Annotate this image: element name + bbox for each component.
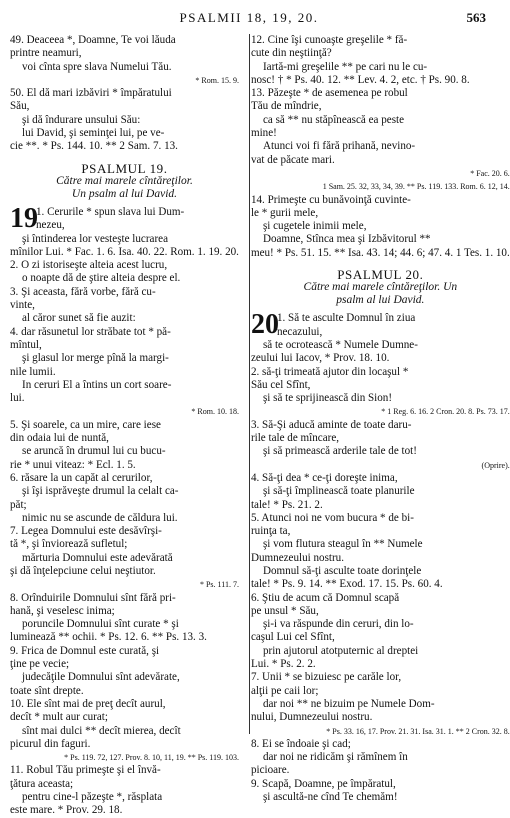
verse-line: 8. Ei se îndoaie şi cad;: [250, 737, 351, 750]
verse-line: hană, şi veselesc inima;: [10, 604, 115, 617]
verse-line: decît * mult aur curat;: [10, 711, 108, 724]
psalm-20-subtitle-2: psalm al lui David.: [336, 294, 425, 307]
verse-line: ţine pe vecie;: [10, 658, 70, 671]
verse-line: luminează ** ochii. * Ps. 12. 6. ** Ps. 13. 3.: [10, 631, 207, 644]
verse-line: tă *, şi înviorează sufletul;: [10, 538, 128, 551]
verse-line: 4. dar răsunetul lor străbate tot * pă-: [10, 325, 171, 338]
verse-line: voi cînta spre slava Numelui Tău.: [22, 60, 172, 73]
verse-line: nosc! † * Ps. 40. 12. ** Lev. 4. 2, etc. † Ps. 90. 8.: [250, 73, 470, 86]
verse-line: o noapte dă de ştire alteia despre el.: [22, 272, 181, 285]
verse-line: dar noi ** ne bizuim pe Numele Dom-: [262, 697, 435, 710]
verse-line: nile lumii.: [10, 365, 56, 378]
verse-line: şi ascultă-ne cînd Te chemăm!: [262, 791, 398, 804]
psalm-19-body: [10, 233, 239, 818]
verse-line: 2. să-ţi trimeată ajutor din locaşul *: [250, 365, 409, 378]
verse-line: 7. Legea Domnului este desăvîrşi-: [10, 525, 162, 538]
verse-line: rile tale de mîncare,: [250, 432, 340, 445]
verse-line: 1. Cerurile * spun slava lui Dum-: [36, 205, 185, 218]
page-header: [10, 10, 488, 30]
bible-page: [0, 10, 510, 817]
verse-line: şi glasul lor merge pînă la margi-: [22, 352, 169, 365]
verse-line: pentru cine-l păzeşte *, răsplata: [22, 791, 163, 804]
verse-line: 12. Cine îşi cunoaşte greşelile * fă-: [250, 34, 408, 46]
verse-line: mine!: [250, 127, 277, 140]
psalm-20-drop-number: 20: [250, 309, 279, 341]
verse-line: şi cugetele inimii mele,: [262, 220, 367, 233]
verse-line: ruinţa ta,: [250, 525, 291, 538]
verse-line: le * gurii mele,: [250, 206, 319, 219]
verse-line: prin ajutorul atotputernic al dreptei: [262, 644, 419, 657]
psalm-19-subtitle-2: Un psalm al lui David.: [71, 187, 178, 200]
text-columns: [10, 34, 510, 817]
left-column: [10, 34, 239, 817]
verse-line: nului, Dumnezeului nostru.: [250, 711, 373, 724]
verse-line: sînt mai dulci ** decît mierea, decît: [22, 724, 181, 737]
verse-line: ţătura aceasta;: [10, 777, 74, 790]
verse-line: 50. El dă mari izbăviri * împăratului: [10, 87, 172, 100]
psalm-20-title: PSALMUL 20.: [337, 267, 424, 283]
verse-line: 49. Deaceea *, Doamne, Te voi lăuda: [10, 34, 176, 46]
verse-line: şi-i va răspunde din ceruri, din lo-: [262, 618, 414, 631]
verse-line: 9. Frica de Domnul este curată, şi: [10, 644, 160, 657]
verse-line: mîntul,: [10, 338, 42, 351]
verse-line: poruncile Domnului sînt curate * şi: [22, 618, 179, 631]
verse-line: din odaia lui de nuntă,: [10, 432, 109, 445]
verse-line: Lui. * Ps. 2. 2.: [250, 658, 316, 671]
psalm-18-end: [10, 34, 239, 154]
verse-line: şi vom flutura steagul în ** Numele: [262, 538, 423, 551]
verse-line: printre neamuri,: [10, 47, 82, 60]
verse-line: 11. Robul Tău primeşte şi el învă-: [10, 764, 161, 777]
verse-line: 3. Să-Şi aducă aminte de toate daru-: [250, 418, 412, 431]
right-column: [250, 34, 510, 804]
verse-line: 13. Păzeşte * de asemenea pe robul: [250, 87, 408, 100]
verse-line: Dumnezeului nostru.: [250, 551, 344, 564]
running-title: PSALMII 18, 19, 20.: [179, 10, 319, 25]
verse-line: să te ocrotească * Numele Dumne-: [262, 338, 418, 351]
verse-line: judecăţile Domnului sînt adevărate,: [22, 671, 180, 684]
psalm-19-drop-number: 19: [10, 202, 38, 234]
verse-line: 10. Ele sînt mai de preţ decît aurul,: [10, 697, 166, 710]
cross-reference: * 1 Reg. 6. 16. 2 Cron. 20. 8. Ps. 73. 17.: [381, 407, 510, 417]
verse-line: picurul din faguri.: [10, 737, 91, 750]
verse-line: 14. Primeşte cu bunăvoinţă cuvinte-: [250, 193, 411, 206]
verse-line: vat de păcate mari.: [250, 153, 335, 166]
verse-line: mărturia Domnului este adevărată: [22, 551, 173, 564]
psalm-20-subtitle-1: Către mai marele cîntăreţilor. Un: [303, 281, 458, 294]
verse-line: şi îşi isprăveşte drumul la celalt ca-: [22, 485, 179, 498]
verse-line: Său cel Sfînt,: [250, 378, 311, 391]
verse-line: se aruncă în drumul lui cu bucu-: [22, 445, 166, 458]
psalm-19-title: PSALMUL 19.: [81, 160, 168, 176]
verse-line: păt;: [10, 498, 27, 511]
cross-reference: * Ps. 111. 7.: [199, 580, 239, 590]
verse-line: şi întinderea lor vesteşte lucrarea: [22, 232, 169, 245]
verse-line: 5. Şi soarele, ca un mire, care iese: [10, 418, 161, 431]
cross-reference: (Oprire).: [481, 460, 510, 470]
verse-line: Tău de mîndrie,: [250, 100, 322, 113]
verse-line: picioare.: [250, 764, 290, 777]
verse-line: caşul Lui cel Sfînt,: [250, 631, 335, 644]
verse-line: zeului lui Iacov, * Prov. 18. 10.: [250, 352, 390, 365]
verse-line: cie **. * Ps. 144. 10. ** 2 Sam. 7. 13.: [10, 140, 178, 153]
psalm-20-opening: [250, 309, 510, 341]
verse-line: In ceruri El a întins un cort soare-: [22, 378, 172, 391]
cross-reference: * Fac. 20. 6.: [470, 168, 510, 178]
verse-line: toate sînt drepte.: [10, 684, 84, 697]
verse-line: lui David, şi seminţei lui, pe ve-: [22, 127, 165, 140]
psalm-20-body: [251, 339, 510, 804]
verse-line: Domnul să-ţi asculte toate dorinţele: [262, 564, 422, 577]
verse-line: Doamne, Stînca mea şi Izbăvitorul **: [262, 233, 431, 246]
verse-line: şi dă înţelepciune celui neştiutor.: [10, 564, 156, 577]
verse-line: mînilor Lui. * Fac. 1. 6. Isa. 40. 22. Rom. 1. 19. 20.: [10, 245, 239, 258]
column-divider: [249, 34, 250, 734]
verse-line: 5. Atunci noi ne vom bucura * de bi-: [250, 511, 414, 524]
verse-line: vinte,: [10, 299, 35, 312]
verse-line: 6. Ştiu de acum că Domnul scapă: [250, 591, 400, 604]
verse-line: 4. Să-ţi dea * ce-ţi doreşte inima,: [250, 471, 398, 484]
verse-line: 3. Şi aceasta, fără vorbe, fără cu-: [10, 285, 156, 298]
verse-line: 9. Scapă, Doamne, pe împăratul,: [250, 777, 396, 790]
verse-line: cute din neştiinţă?: [250, 47, 332, 60]
verse-line: dar noi ne ridicăm şi rămînem în: [262, 751, 408, 764]
verse-line: 2. O zi istoriseşte alteia acest lucru,: [10, 259, 168, 272]
verse-line: şi să te sprijinească din Sion!: [262, 392, 393, 405]
cross-reference: * Ps. 33. 16, 17. Prov. 21. 31. Isa. 31. 1. ** 2 Cron. 32. 8.: [326, 726, 510, 736]
verse-line: Său,: [10, 100, 30, 113]
cross-reference: * Rom. 15. 9.: [195, 75, 239, 85]
verse-line: şi să primească arderile tale de tot!: [262, 445, 417, 458]
verse-line: 6. răsare la un capăt al cerurilor,: [10, 471, 153, 484]
verse-line: şi dă îndurare unsului Său:: [22, 113, 141, 126]
psalm-19-opening: [10, 202, 239, 234]
verse-line: nimic nu se ascunde de căldura lui.: [22, 511, 178, 524]
psalm-19-end: [251, 34, 510, 260]
cross-reference: * Ps. 119. 72, 127. Prov. 8. 10, 11, 19. ** Ps. 119. 103.: [64, 753, 239, 763]
cross-reference: 1 Sam. 25. 32, 33, 34, 39. ** Ps. 119. 133. Rom. 6. 12, 14.: [322, 182, 510, 192]
verse-line: Atunci voi fi fără prihană, nevino-: [262, 140, 416, 153]
verse-line: tale! * Ps. 21. 2.: [250, 498, 323, 511]
verse-line: 7. Unii * se bizuiesc pe carăle lor,: [250, 671, 402, 684]
cross-reference: * Rom. 10. 18.: [191, 407, 239, 417]
verse-line: tale! * Ps. 9. 14. ** Exod. 17. 15. Ps. 60. 4.: [250, 578, 443, 591]
verse-line: rie * unui viteaz: * Ecl. 1. 5.: [10, 458, 136, 471]
verse-line: 1. Să te asculte Domnul în ziua: [276, 312, 416, 325]
verse-line: lui.: [10, 392, 25, 405]
verse-line: 8. Orînduirile Domnului sînt fără pri-: [10, 591, 176, 604]
psalm-19-subtitle-1: Către mai marele cîntăreţilor.: [56, 174, 193, 187]
page-number: 563: [466, 10, 486, 25]
verse-line: Iartă-mi greşelile ** pe cari nu le cu-: [262, 60, 428, 73]
verse-line: este mare. * Prov. 29. 18.: [10, 804, 123, 817]
verse-line: ca să ** nu stăpînească ea peste: [262, 113, 405, 126]
verse-line: necazului,: [276, 325, 323, 338]
verse-line: al căror sunet să fie auzit:: [22, 312, 136, 325]
verse-line: şi să-ţi împlinească toate planurile: [262, 485, 415, 498]
verse-line: nezeu,: [36, 219, 65, 232]
verse-line: pe unsul * Său,: [250, 604, 319, 617]
verse-line: meu! * Ps. 51. 15. ** Isa. 43. 14; 44. 6; 47. 4. 1 Tes. 1. 10.: [250, 246, 510, 259]
verse-line: alţii pe caii lor;: [250, 684, 319, 697]
